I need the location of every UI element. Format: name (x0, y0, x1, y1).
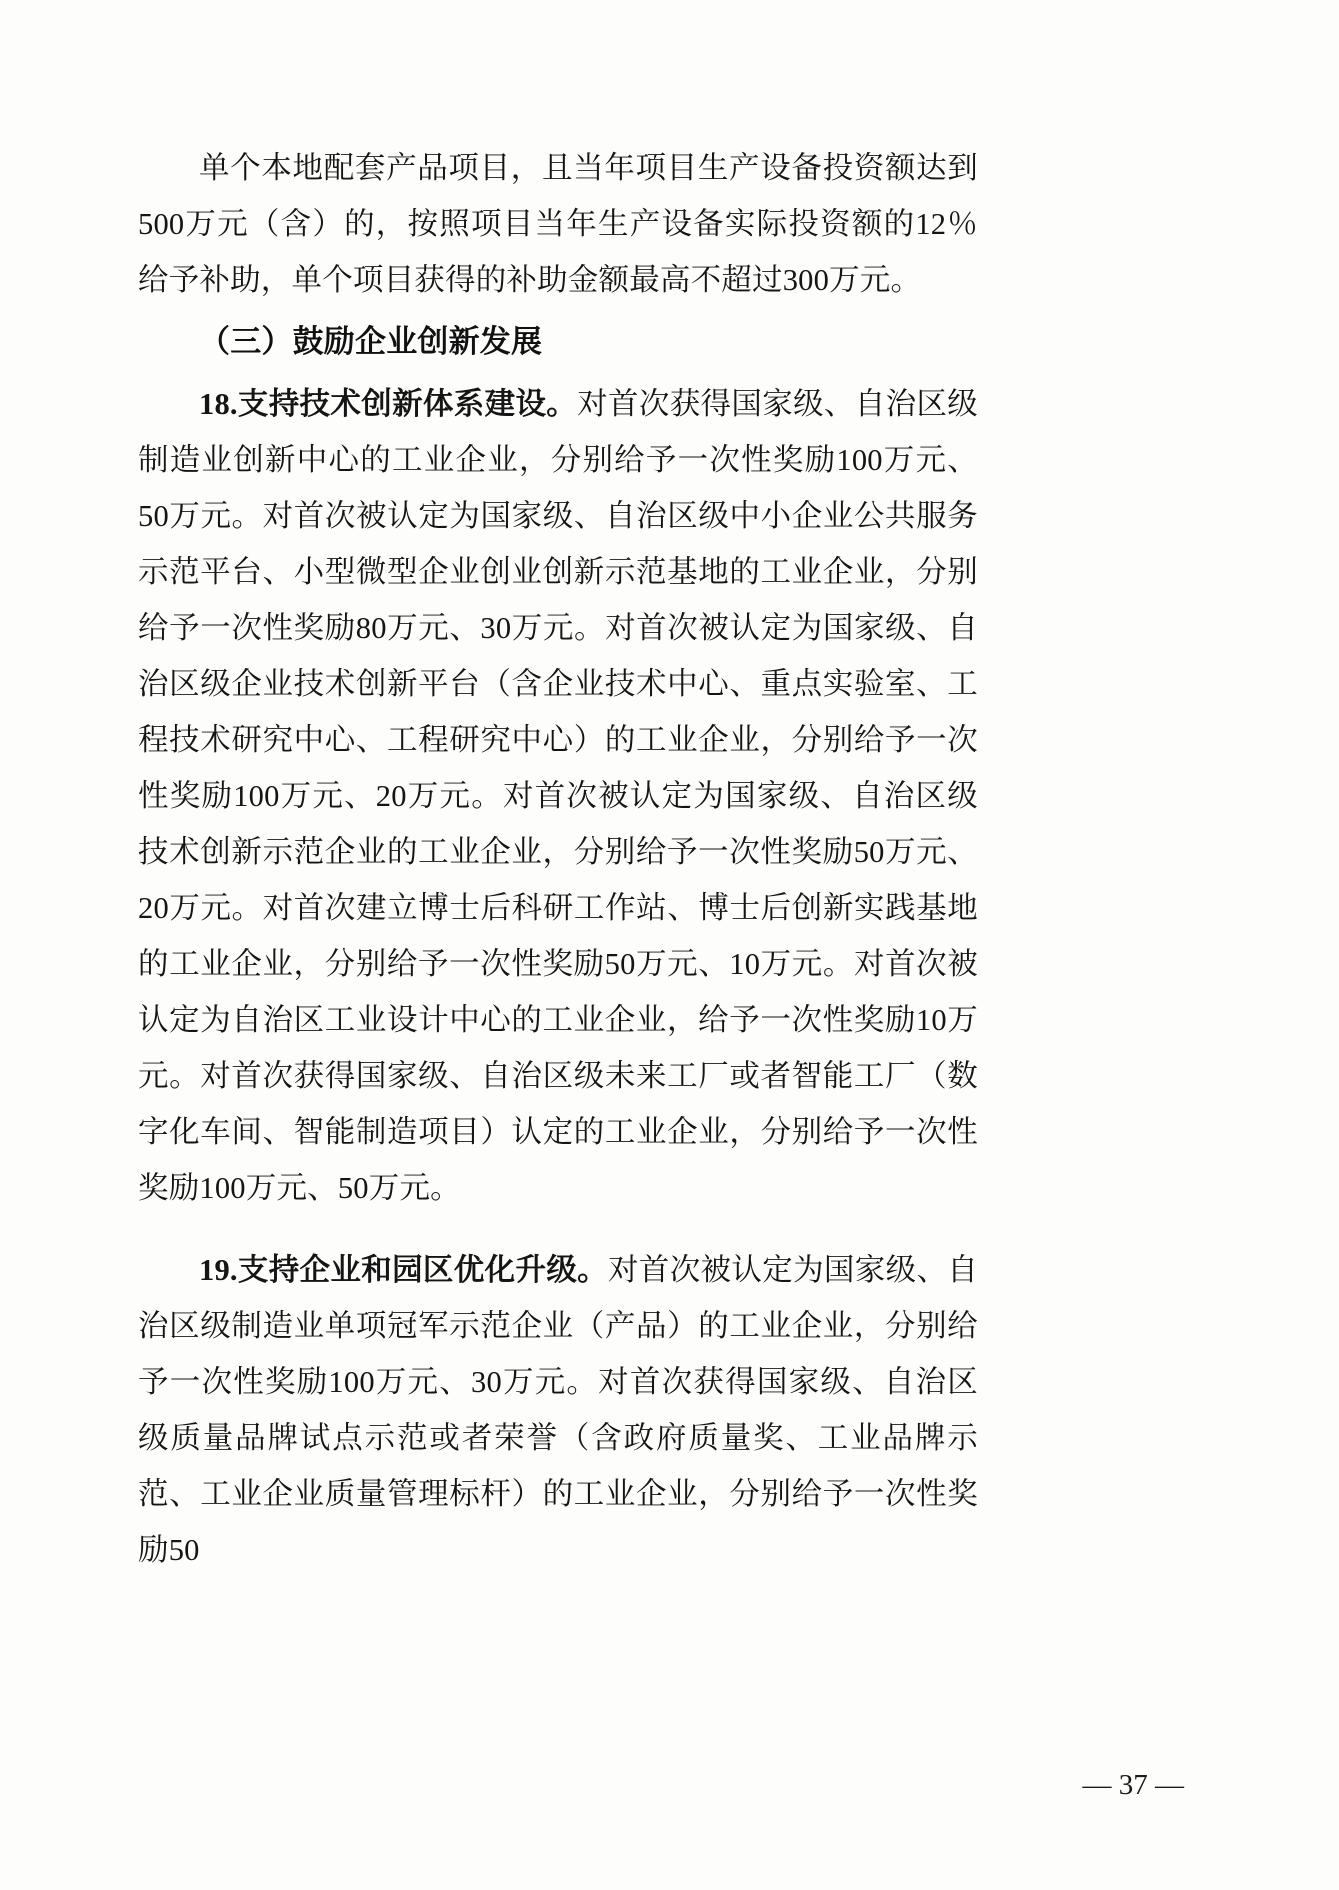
paragraph-item-18-text: 对首次获得国家级、自治区级制造业创新中心的工业企业，分别给予一次性奖励100万元、50万元。对首次被认定为国家级、自治区级中小企业公共服务示范平台、小型微型企业创业创新示范基地的工业企业，分别给予一次性奖励80万元、30万元。对首次被认定为国家级、自治区级企业技术创新平台（含企业技术中心、重点实验室、工程技术研究中心、工程研究中心）的工业企业，分别给予一次性奖励100万元、20万元。对首次被认定为国家级、自治区级技术创新示范企业的工业企业，分别给予一次性奖励50万元、20万元。对首次建立博士后科研工作站、博士后创新实践基地的工业企业，分别给予一次性奖励50万元、10万元。对首次被认定为自治区工业设计中心的工业企业，给予一次性奖励10万元。对首次获得国家级、自治区级未来工厂或者智能工厂（数字化车间、智能制造项目）认定的工业企业，分别给予一次性奖励100万元、50万元。 (138, 387, 978, 1205)
paragraph-item-19-lead: 19.支持企业和园区优化升级。 (199, 1253, 609, 1287)
paragraph-item-18-lead: 18.支持技术创新体系建设。 (199, 387, 578, 421)
page-number: — 37 — (1082, 1769, 1184, 1801)
document-body (138, 140, 978, 1578)
paragraph-continued: 单个本地配套产品项目，且当年项目生产设备投资额达到500万元（含）的，按照项目当年生产设备实际投资额的12％给予补助，单个项目获得的补助金额最高不超过300万元。 (138, 151, 978, 297)
paragraph-item-19-text: 对首次被认定为国家级、自治区级制造业单项冠军示范企业（产品）的工业企业，分别给予一次性奖励100万元、30万元。对首次获得国家级、自治区级质量品牌试点示范或者荣誉（含政府质量奖、工业品牌示范、工业企业质量管理标杆）的工业企业，分别给予一次性奖励50 (138, 1253, 979, 1567)
section-heading: （三）鼓励企业创新发展 (199, 324, 543, 359)
spacer (138, 1216, 978, 1242)
paragraph-item-19 (138, 1242, 978, 1578)
paragraph-item-18 (138, 376, 978, 1216)
